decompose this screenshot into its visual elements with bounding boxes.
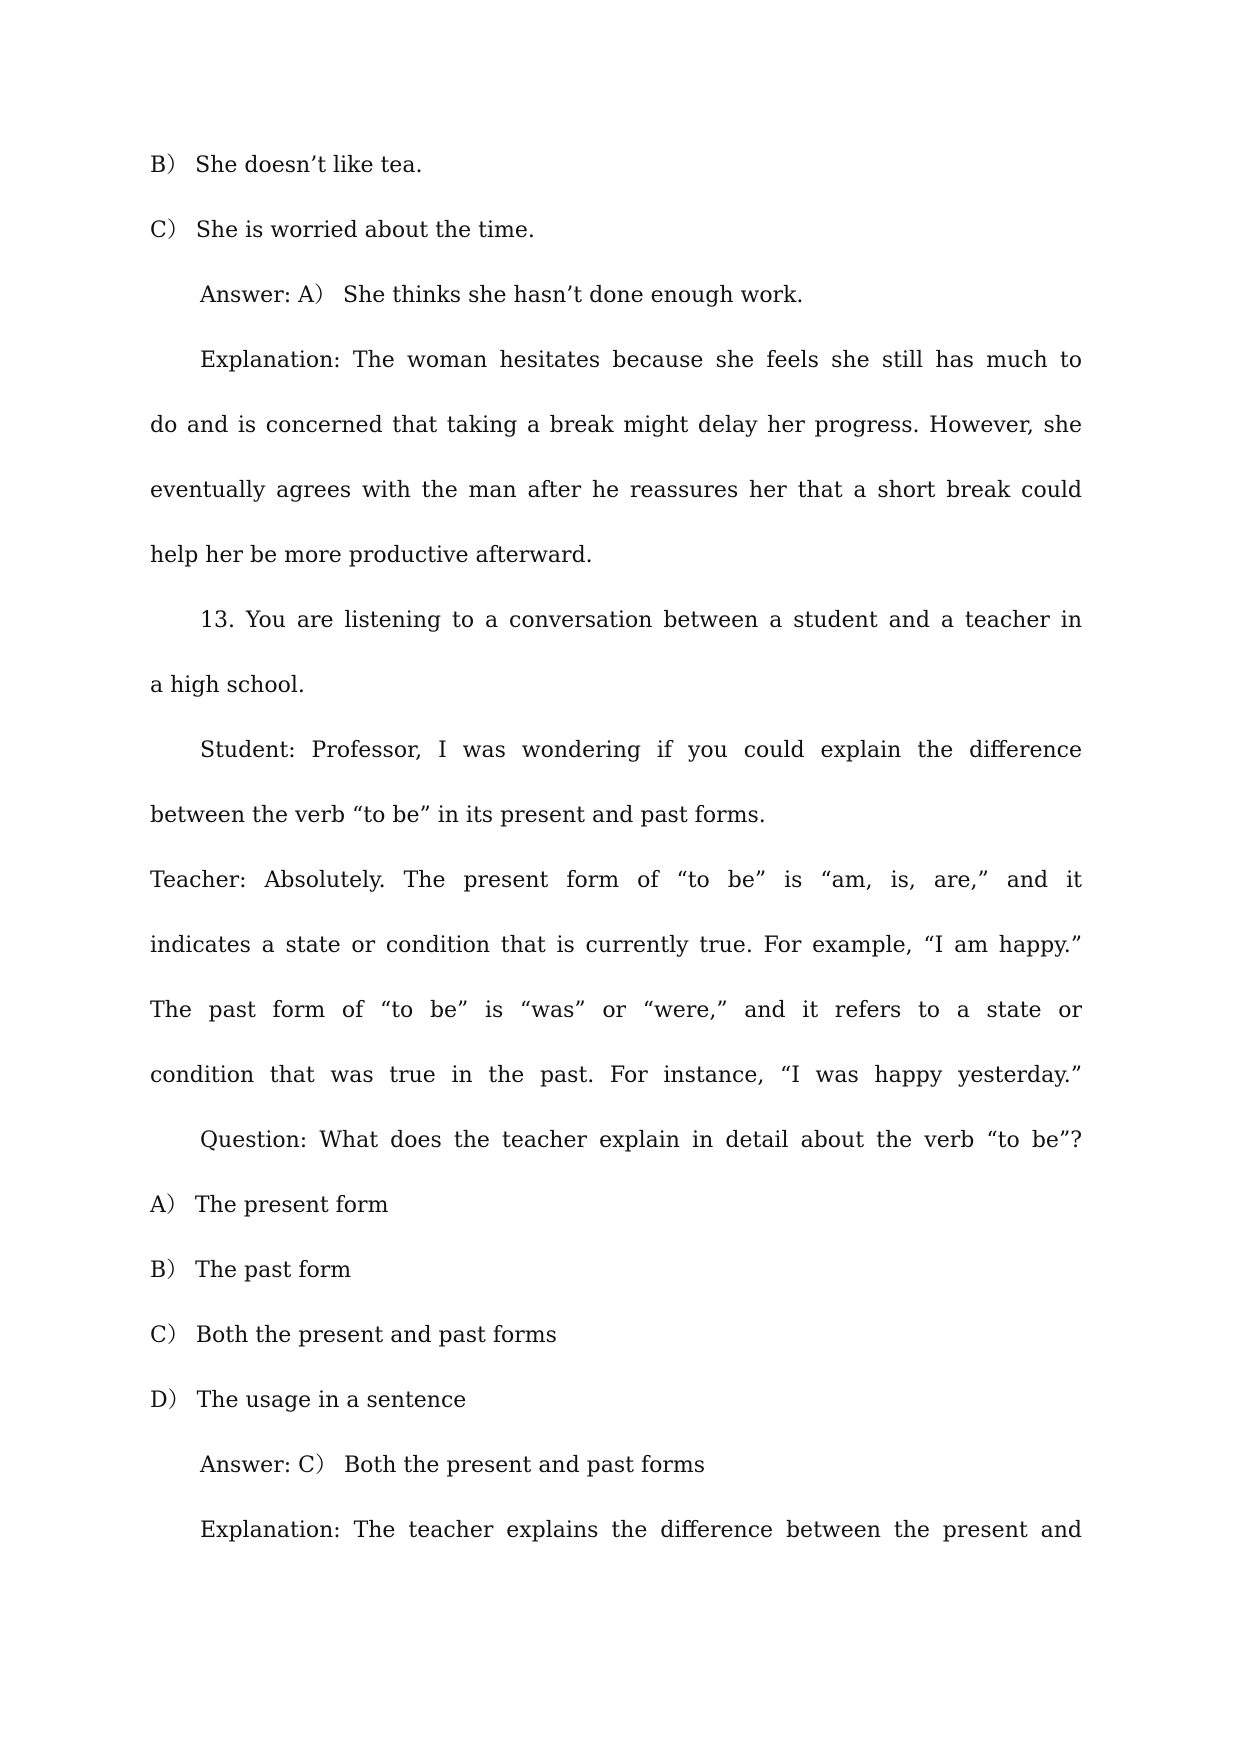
answer-previous: Answer: A） She thinks she hasn’t done enough work. [200,283,804,308]
explanation-previous-line-3: eventually agrees with the man after he reassures her that a short break could [150,478,1082,503]
teacher-line-2: indicates a state or condition that is currently true. For example, “I am happy.” [150,933,1082,958]
option-a: A） The present form [150,1193,389,1218]
student-line-1: Student: Professor, I was wondering if you could explain the difference [200,738,1082,763]
teacher-line-4: condition that was true in the past. For instance, “I was happy yesterday.” [150,1063,1082,1088]
option-b: B） The past form [150,1258,352,1283]
explanation-13-line-1: Explanation: The teacher explains the difference between the present and [200,1518,1082,1543]
option-d: D） The usage in a sentence [150,1388,467,1413]
option-c: C） Both the present and past forms [150,1323,557,1348]
question-13-intro-line-1: 13. You are listening to a conversation between a student and a teacher in [200,608,1082,633]
answer-13: Answer: C） Both the present and past forms [200,1453,706,1478]
question-13-prompt: Question: What does the teacher explain in detail about the verb “to be”? [200,1128,1082,1153]
student-line-2: between the verb “to be” in its present and past forms. [150,803,766,828]
explanation-previous-line-1: Explanation: The woman hesitates because she feels she still has much to [200,348,1082,373]
explanation-previous-line-4: help her be more productive afterward. [150,543,593,568]
teacher-line-3: The past form of “to be” is “was” or “were,” and it refers to a state or [150,998,1082,1023]
question-13-intro-line-2: a high school. [150,673,305,698]
explanation-previous-line-2: do and is concerned that taking a break might delay her progress. However, she [150,413,1082,438]
option-c-previous: C） She is worried about the time. [150,218,535,243]
teacher-line-1: Teacher: Absolutely. The present form of “to be” is “am, is, are,” and it [150,868,1082,893]
option-b-previous: B） She doesn’t like tea. [150,153,423,178]
